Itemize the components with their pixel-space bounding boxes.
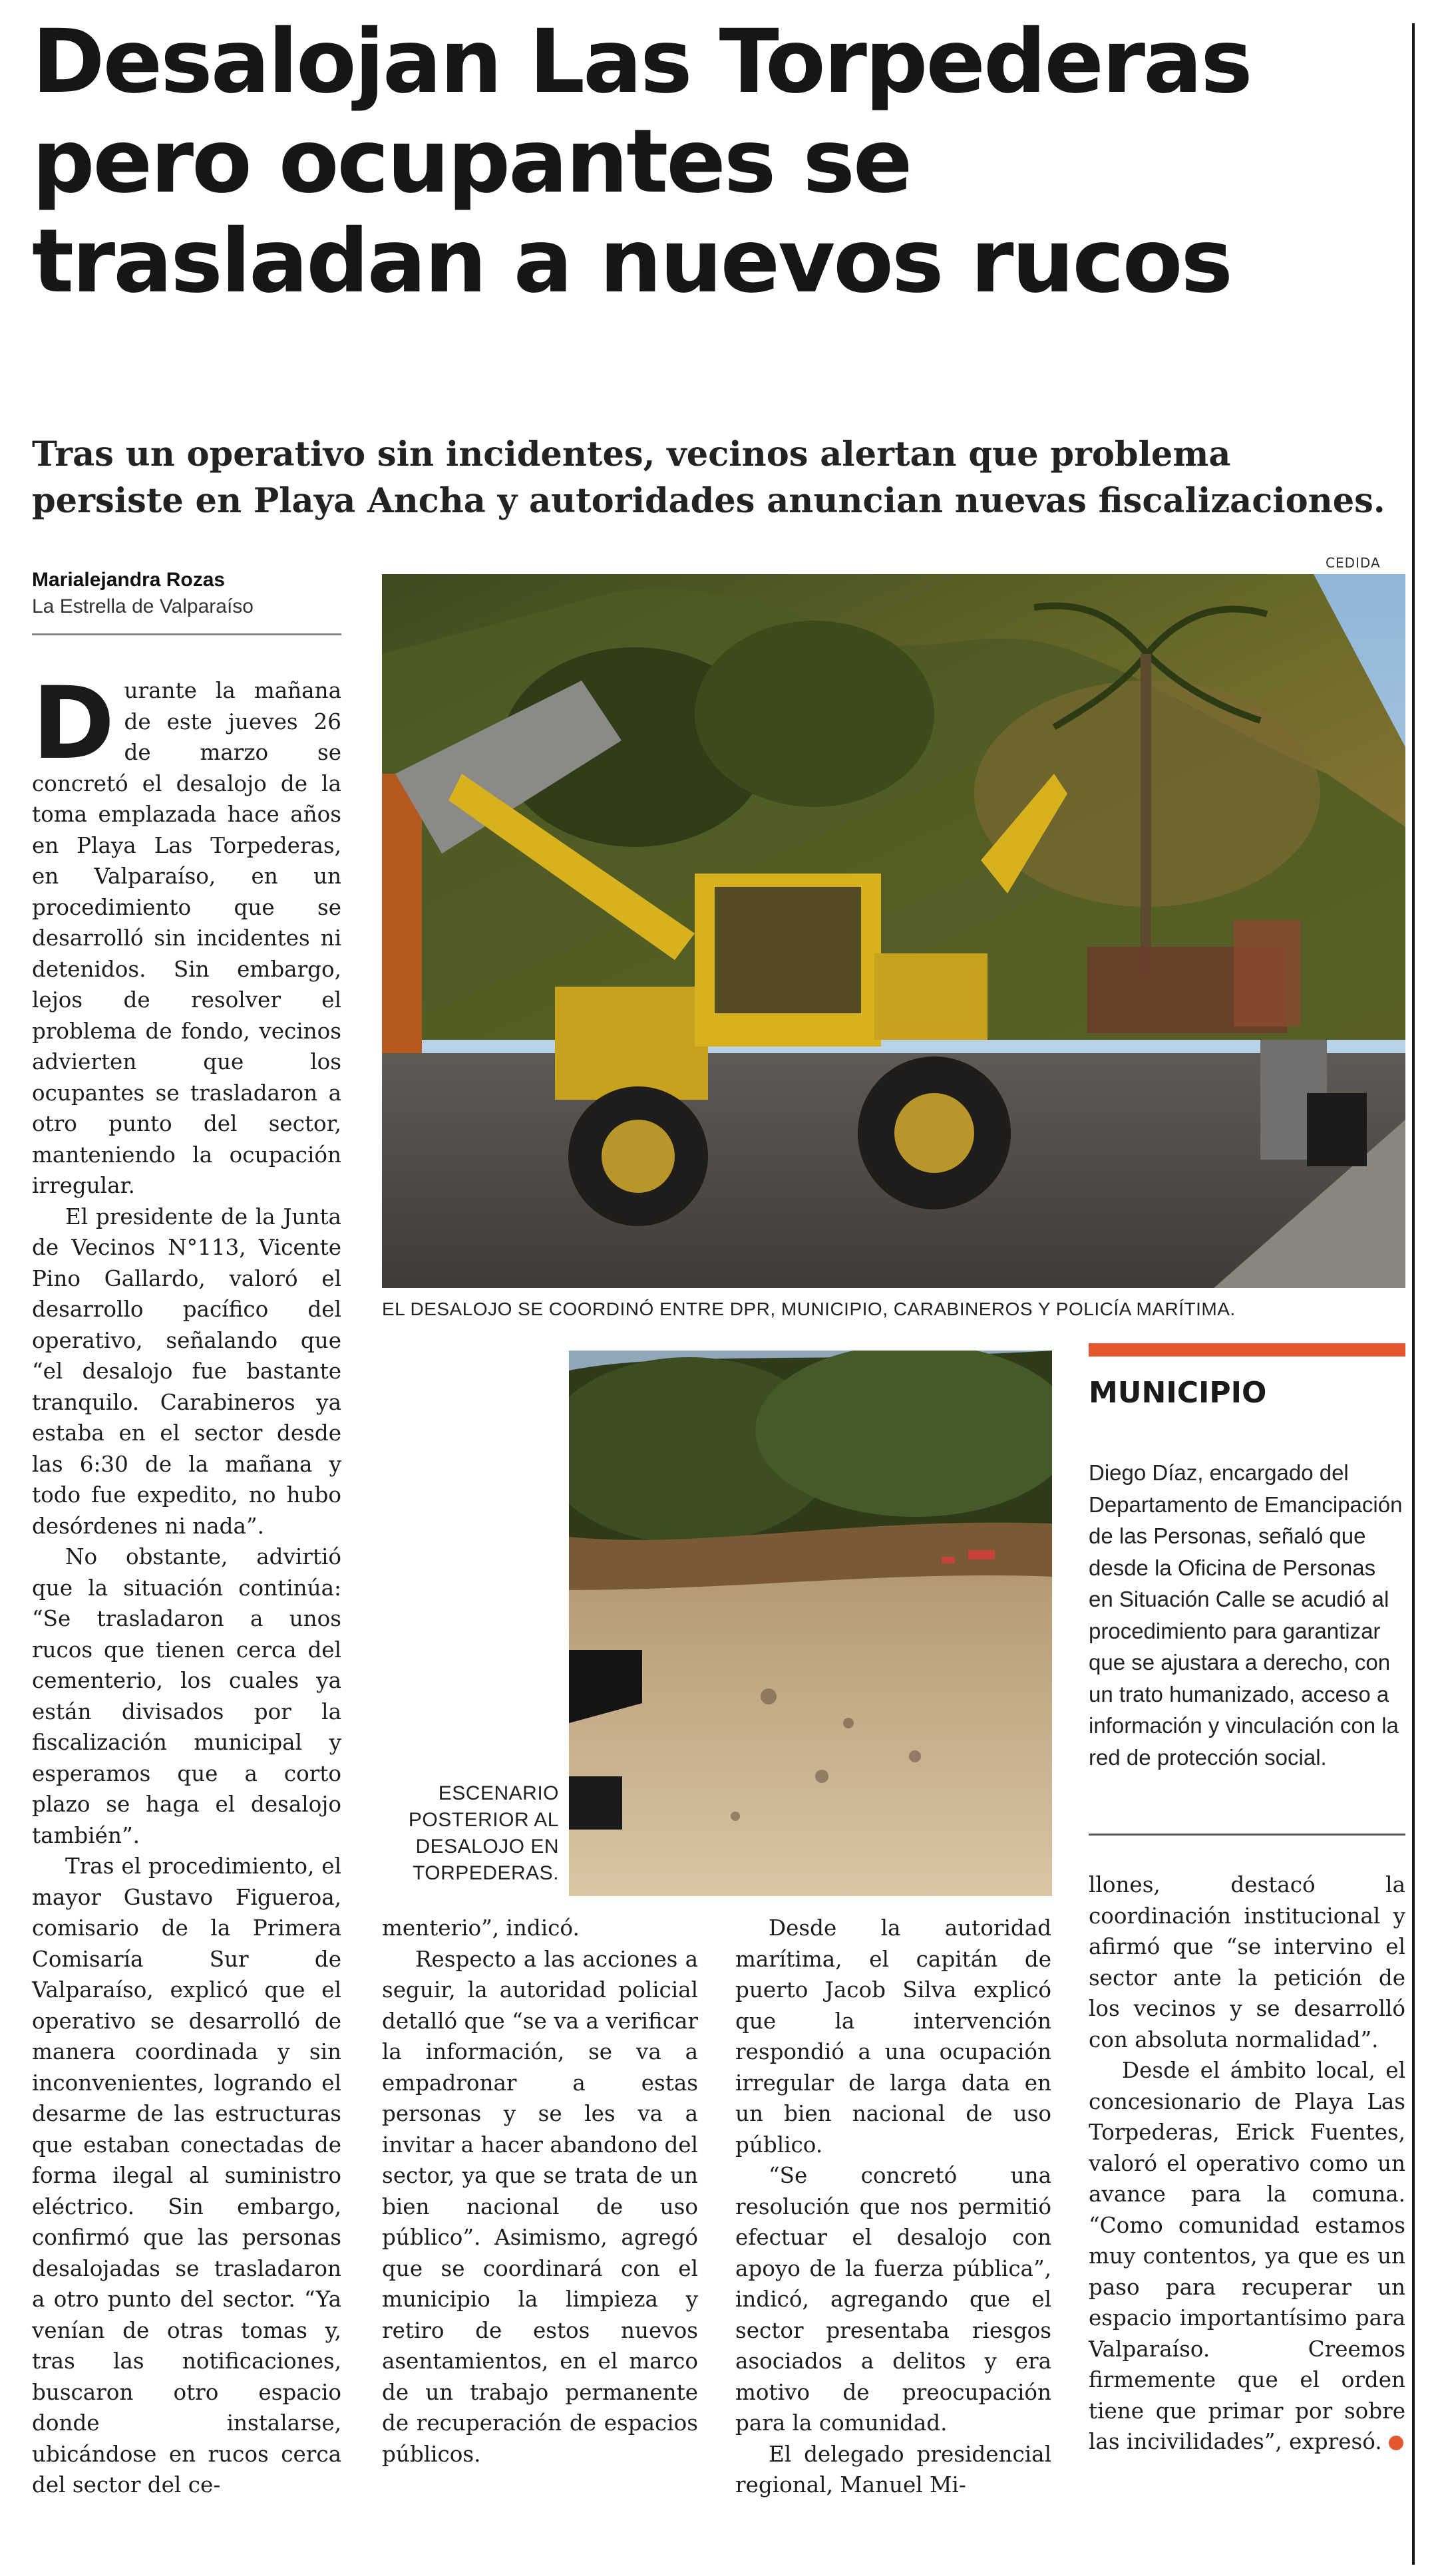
drop-cap: D	[32, 666, 115, 782]
main-photo-caption: EL DESALOJO SE COORDINÓ ENTRE DPR, MUNICIPIO, CARABINEROS Y POLICÍA MARÍTIMA.	[382, 1299, 1236, 1319]
paragraph	[1089, 2055, 1431, 2458]
body-column-2	[382, 1913, 698, 2470]
author-name: Marialejandra Rozas	[32, 569, 226, 591]
headline: Desalojan Las Torpederas pero ocupantes se trasladan a nuevos rucos	[32, 11, 1251, 313]
body-column-4	[1089, 1869, 1431, 2458]
sidebar-text: Diego Díaz, encargado del Departamento de Emancipación de las Personas, señaló que desde la Oficina de Personas en Situación Calle se acudió al procedimiento para garantizar que se ajustara a derecho, con un trato humanizado, acceso a información y vinculación con la red de protección social.	[1089, 1460, 1403, 1770]
paragraph: Desde la autoridad marítima, el capitán de puerto Jacob Silva explicó que la intervención respondió a una ocupación irregular de larga data en un bien nacional de uso público.	[735, 1915, 1051, 2158]
main-photo-backhoe	[382, 574, 1405, 1288]
paragraph: urante la mañana de este jueves 26 de marzo se concretó el desalojo de la toma emplazada hace años en Playa Las Torpederas, en Valparaíso, en un procedimiento que se desarrolló sin incidentes ni detenidos. Sin embargo, lejos de resolver el problema de fondo, vecinos advierten que los ocupantes se trasladaron a otro punto del sector, manteniendo la ocupación irregular.	[32, 678, 341, 1198]
paragraph: El presidente de la Junta de Vecinos N°113, Vicente Pino Gallardo, valoró el desarrollo pacífico del operativo, señalando que “el desalojo fue bastante tranquilo. Carabineros ya estaba en el sector desde las 6:30 de la mañana y todo fue expedito, no hubo desórdenes ni nada”.	[32, 1204, 341, 1539]
paragraph: Tras el procedimiento, el mayor Gustavo Figueroa, comisario de la Primera Comisaría Sur de Valparaíso, explicó que el operativo se desarrolló de manera coordinada y sin inconvenientes, logrando el desarme de las estructuras que estaban conectadas de forma ilegal al suministro eléctrico. Sin embargo, confirmó que las personas desalojadas se trasladaron a otro punto del sector. “Ya venían de otras tomas y, tras las notificaciones, buscaron otro espacio donde instalarse, ubicándose en rucos cerca del sector del ce-	[32, 1853, 341, 2497]
byline	[32, 567, 341, 620]
second-photo-caption: ESCENARIO POSTERIOR AL DESALOJO EN TORPEDERAS.	[408, 1782, 559, 1884]
paragraph: menterio”, indicó.	[382, 1915, 580, 1941]
sidebar-accent-bar	[1089, 1343, 1405, 1357]
author-outlet: La Estrella de Valparaíso	[32, 595, 254, 617]
byline-rule	[32, 633, 341, 635]
paragraph-text: Desde el ámbito local, el concesionario de Playa Las Torpederas, Erick Fuentes, valoró el operativo como un avance para la comuna. “Como comunidad estamos muy contentos, ya que es un paso para recuperar un espacio importantísimo para Valparaíso. Creemos firmemente que el orden tiene que primar por sobre las incivilidades”, expresó.	[1089, 2058, 1405, 2454]
photo-credit: CEDIDA	[1326, 555, 1381, 571]
end-of-article-icon: ✪	[1389, 2436, 1403, 2450]
column-rule	[1412, 23, 1415, 2565]
paragraph: El delegado presidencial regional, Manuel Mi-	[735, 2441, 1051, 2497]
sidebar-rule	[1089, 1834, 1405, 1836]
paragraph: “Se concretó una resolución que nos permitió efectuar el desalojo con apoyo de la fuerza pública”, indicó, agregando que el sector presentaba riesgos asociados a delitos y era motivo de preocupación para la comunidad.	[735, 2163, 1051, 2436]
paragraph: No obstante, advirtió que la situación continúa: “Se trasladaron a unos rucos que tienen cerca del cementerio, los cuales ya están divisados por la fiscalización municipal y esperamos que a corto plazo se haga el desalojo también”.	[32, 1544, 341, 1848]
body-column-1	[32, 666, 341, 2501]
body-column-3	[735, 1913, 1051, 2501]
paragraph: llones, destacó la coordinación institucional y afirmó que “se intervino el sector ante la petición de los vecinos y se desarrolló con absoluta normalidad”.	[1089, 1872, 1405, 2052]
paragraph: Respecto a las acciones a seguir, la autoridad policial detalló que “se va a verificar la información, se va a empadronar a estas personas y se les va a invitar a hacer abandono del sector, ya que se trata de un bien nacional de uso público”. Asimismo, agregó que se coordinará con el municipio la limpieza y retiro de estos nuevos asentamientos, en el marco de un trabajo permanente de recuperación de espacios públicos.	[382, 1946, 698, 2467]
sidebar-title: MUNICIPIO	[1089, 1376, 1267, 1410]
second-photo-cleared-area	[569, 1351, 1052, 1896]
dek: Tras un operativo sin incidentes, vecinos alertan que problema persiste en Playa Ancha y autoridades anuncian nuevas fiscalizaciones.	[32, 434, 1385, 521]
